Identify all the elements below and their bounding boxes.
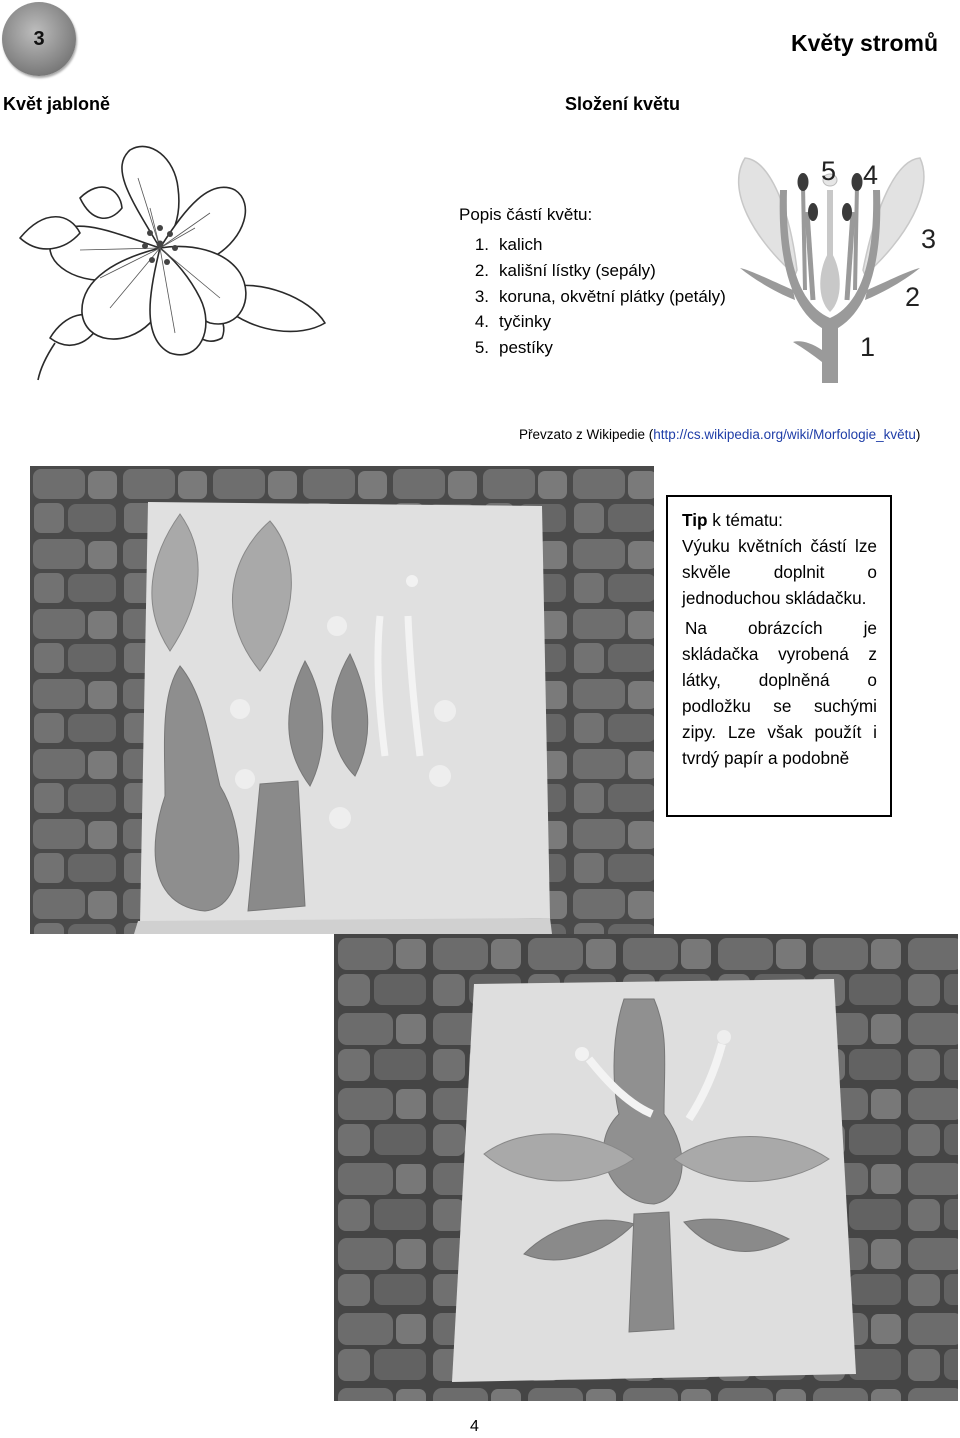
list-item bbox=[459, 232, 746, 258]
list-item bbox=[459, 284, 746, 310]
source-note bbox=[519, 427, 920, 442]
flower-structure-diagram bbox=[715, 150, 960, 385]
tip-heading-rest: k tématu: bbox=[707, 510, 783, 530]
diagram-label-2: 2 bbox=[905, 282, 921, 312]
list-item bbox=[459, 258, 746, 284]
list-item-text: kališní lístky (sepály) bbox=[499, 260, 656, 280]
photo-felt-puzzle-assembled bbox=[334, 934, 958, 1401]
list-item-number: 2. bbox=[474, 260, 489, 280]
tip-paragraph-2: Na obrázcích je skládačka vyrobená z látky, doplněná o podložku se suchými zipy. Lze však použít i tvrdý papír a podobně bbox=[682, 618, 877, 768]
tip-heading bbox=[682, 507, 877, 533]
source-suffix: ) bbox=[915, 427, 921, 442]
chapter-badge bbox=[2, 2, 76, 76]
page-title: Květy stromů bbox=[791, 30, 938, 56]
list-item-text: pestíky bbox=[499, 338, 553, 358]
tip-box bbox=[666, 495, 892, 817]
section-title-apple-blossom: Květ jabloně bbox=[3, 94, 111, 114]
list-item bbox=[459, 309, 746, 335]
list-item-number: 1. bbox=[474, 235, 489, 254]
apple-blossom-drawing bbox=[10, 138, 330, 383]
photo-felt-puzzle-parts bbox=[30, 466, 654, 934]
section-title-flower-structure: Složení květu bbox=[565, 94, 681, 114]
list-item bbox=[459, 335, 746, 361]
diagram-label-3: 3 bbox=[921, 224, 937, 254]
list-item-number: 5. bbox=[474, 338, 489, 358]
source-prefix: Převzato z Wikipedie ( bbox=[519, 427, 654, 442]
list-item-text: koruna, okvětní plátky (petály) bbox=[499, 286, 726, 306]
list-item-text: kalich bbox=[499, 235, 543, 254]
diagram-label-1: 1 bbox=[860, 332, 876, 362]
diagram-label-4: 4 bbox=[863, 160, 879, 190]
parts-list bbox=[459, 232, 746, 361]
source-link[interactable]: http://cs.wikipedia.org/wiki/Morfologie_květu bbox=[653, 427, 916, 442]
page-number: 4 bbox=[470, 1418, 479, 1435]
tip-label: Tip bbox=[682, 510, 708, 530]
chapter-number: 3 bbox=[33, 28, 45, 50]
list-item-number: 3. bbox=[474, 286, 489, 306]
tip-paragraph-1: Výuku květních částí lze skvěle doplnit o jednoduchou skládačku. bbox=[682, 536, 877, 608]
parts-heading: Popis částí květu: bbox=[459, 205, 593, 224]
list-item-number: 4. bbox=[474, 312, 489, 332]
diagram-label-5: 5 bbox=[821, 156, 837, 186]
list-item-text: tyčinky bbox=[499, 312, 551, 332]
